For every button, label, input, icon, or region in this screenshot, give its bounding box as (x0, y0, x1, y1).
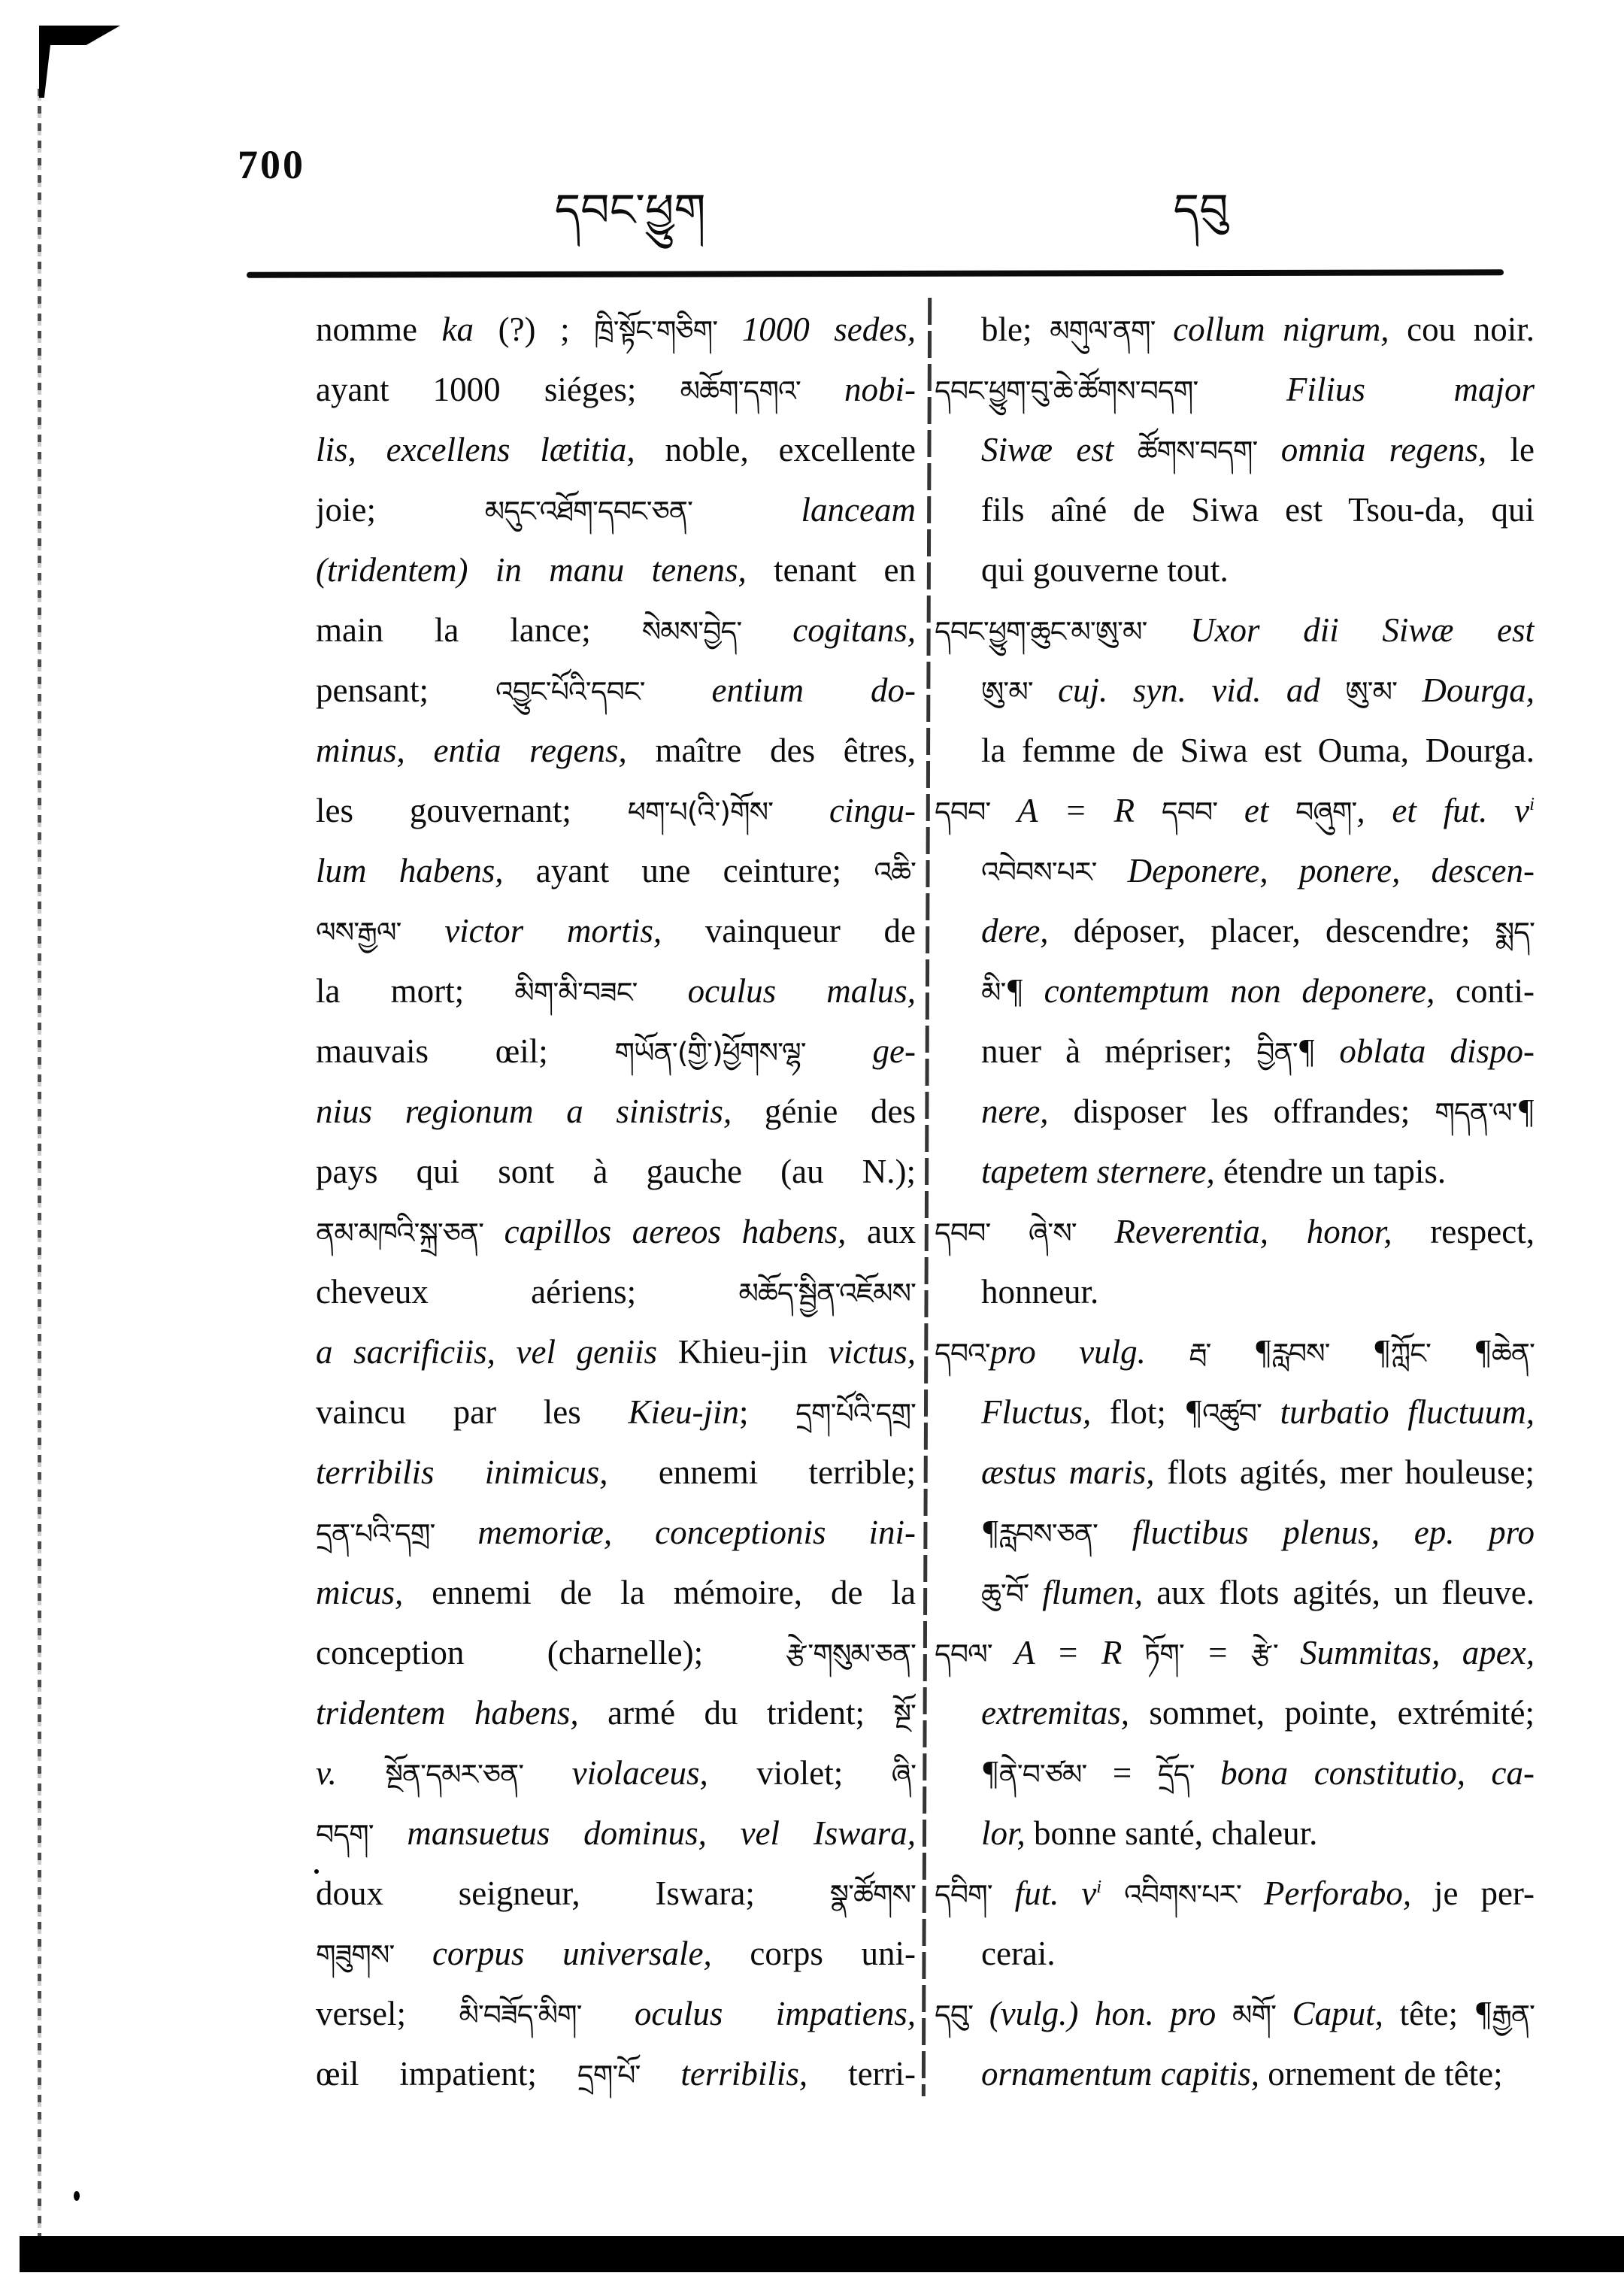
left-column-text-line (316, 1322, 916, 1382)
latin-text: æstus maris, (981, 1453, 1155, 1491)
tibetan-text: དབབ་ (935, 796, 991, 829)
latin-text: lum habens, (316, 852, 504, 889)
latin-text: ornement de tête; (1259, 2055, 1503, 2093)
left-column-text-line (316, 720, 916, 780)
latin-text: ; (738, 1393, 796, 1431)
left-column-text-line (316, 901, 916, 961)
latin-text: ka (441, 311, 474, 348)
latin-text: conception (charnelle); (316, 1634, 786, 1671)
latin-text: cuj. syn. vid. ad (1032, 671, 1346, 709)
tibetan-text: མདུང་འཐོག་དབང་ཅན་ (484, 495, 692, 528)
left-column-text-line (316, 1863, 916, 1923)
latin-text: bona constitutio, ca- (1194, 1754, 1535, 1792)
right-column-text-line (935, 1262, 1535, 1322)
latin-text: joie; (316, 491, 485, 529)
left-text-column (316, 299, 916, 2104)
latin-text: les gouvernant; (316, 792, 628, 829)
left-column-text-line (316, 1562, 916, 1623)
latin-text: aux (846, 1213, 916, 1250)
tibetan-text: ཨུ་མ་ (981, 675, 1033, 708)
latin-text: maître des êtres, (626, 732, 916, 769)
latin-text: le (1486, 431, 1535, 468)
latin-text: (tridentem) in manu tenens, (316, 551, 747, 589)
right-column-text-line (935, 1983, 1535, 2044)
latin-text: aux flots agités, un fleuve. (1142, 1574, 1535, 1611)
tibetan-text: དབང་ཕྱུག་བུ་ཆེ་ཚོགས་བདག་ (935, 374, 1198, 408)
tibetan-text: དྲོད་ (1157, 1758, 1195, 1791)
latin-text: versel; (316, 1995, 459, 2032)
latin-text: vaincu par les (316, 1393, 629, 1431)
right-column-text-line (935, 780, 1535, 841)
tibetan-text: དྲན་པའི་དགྲ་ (316, 1517, 435, 1550)
running-head-tibetan-right: དབུ (1173, 186, 1229, 235)
right-column-text-line (935, 720, 1535, 780)
tibetan-text: འཆི་ (874, 856, 916, 889)
left-column-text-line (316, 1021, 916, 1081)
left-column-text-line (316, 1442, 916, 1502)
left-column-text-line (316, 480, 916, 540)
tibetan-text: གདན་ལ་ (1435, 1096, 1517, 1129)
right-column-text-line (935, 1683, 1535, 1743)
tibetan-text: ཞི་ (891, 1758, 916, 1791)
right-column-text-line (935, 299, 1535, 359)
right-column-text-line (935, 1803, 1535, 1863)
latin-text: tridentem habens, (316, 1694, 579, 1732)
left-column-text-line (316, 1081, 916, 1141)
tibetan-text: བྱིན་ (1256, 1036, 1298, 1069)
tibetan-text: འབྱུང་པོའི་དབང་ (495, 675, 645, 708)
tibetan-text: ཁྲི་སྟོང་གཅིག་ (594, 314, 718, 347)
latin-text: ¶ oblata dispo- (1297, 1032, 1535, 1070)
right-column-text-line (935, 1081, 1535, 1141)
latin-text: nere, (981, 1093, 1049, 1130)
left-column-text-line (316, 540, 916, 600)
latin-text: ¶ (1430, 1333, 1492, 1371)
latin-text: turbatio fluctuum, (1261, 1393, 1535, 1431)
right-column-text-line (935, 1021, 1535, 1081)
tibetan-text: དབང་ཕྱུག་ཆུང་མ་ཨུ་མ་ (935, 615, 1147, 648)
latin-text: (vulg.) hon. pro (973, 1995, 1232, 2032)
latin-text: extremitas, (981, 1694, 1130, 1732)
tibetan-text: མིག་མི་བཟང་ (514, 976, 638, 1009)
left-column-text-line (316, 1803, 916, 1863)
latin-text: omnia regens, (1257, 431, 1487, 468)
latin-text: oculus impatiens, (581, 1995, 916, 2032)
left-column-text-line (316, 2044, 916, 2104)
latin-text: Deponere, ponere, descen- (1096, 852, 1535, 889)
tibetan-text: མི་ (981, 976, 1006, 1009)
latin-text: cheveux aériens; (316, 1273, 739, 1311)
tibetan-text: བདག་ (316, 1818, 374, 1851)
latin-text: honneur. (981, 1273, 1099, 1311)
right-column-text-line (935, 540, 1535, 600)
left-column-text-line (316, 299, 916, 359)
left-column-text-line (316, 1502, 916, 1562)
latin-text: corps uni- (711, 1935, 916, 1972)
right-column-text-line (935, 1442, 1535, 1502)
latin-text: ayant 1000 siéges; (316, 371, 680, 408)
right-column-text-line (935, 1623, 1535, 1683)
right-column-text-line (935, 660, 1535, 720)
right-column-text-line (935, 1863, 1535, 1923)
latin-text: pro vulg. (989, 1333, 1189, 1371)
latin-text: tapetem sternere, (981, 1153, 1215, 1190)
latin-text: bonne santé, chaleur. (1025, 1814, 1318, 1852)
latin-text: lanceam (692, 491, 916, 529)
latin-text: ayant une ceinture; (503, 852, 874, 889)
latin-text: ¶ (1516, 1093, 1535, 1130)
latin-text: pays qui sont à gauche (au N.); (316, 1153, 916, 1190)
latin-text: memoriæ, conceptionis ini- (435, 1514, 916, 1551)
latin-text: la femme de Siwa est Ouma, Dourga. (981, 732, 1535, 769)
left-column-text-line (316, 359, 916, 420)
latin-text: flumen, (1029, 1574, 1143, 1611)
latin-text: ble; (981, 311, 1050, 348)
left-column-text-line (316, 1202, 916, 1262)
latin-text: ¶ contemptum non deponere, (1005, 972, 1435, 1010)
latin-text: fils aîné de Siwa est Tsou-da, qui (981, 491, 1535, 529)
latin-text: cerai. (981, 1935, 1056, 1972)
scan-artifact-left-edge (38, 89, 41, 2244)
tibetan-text: མགུལ་ནག་ (1050, 314, 1156, 347)
latin-text: A = R (990, 792, 1162, 829)
latin-text: respect, (1392, 1213, 1535, 1250)
tibetan-text: ཀློང་ (1390, 1337, 1431, 1370)
latin-text: violaceus, (523, 1754, 708, 1792)
scan-artifact-bottom-bar (20, 2236, 1624, 2272)
tibetan-text: དབིག་ (935, 1878, 992, 1911)
tibetan-text: རླབས་ཅན་ (998, 1517, 1098, 1550)
tibetan-text: གཡོན་(གྱི་)ཕྱོགས་ལྷ་ (614, 1036, 806, 1069)
scan-artifact-ink-dot (314, 1869, 319, 1874)
latin-text: cingu- (773, 792, 916, 829)
latin-text: violet; (707, 1754, 892, 1792)
right-column-text-line (935, 1202, 1535, 1262)
tibetan-text: གཟུགས་ (316, 1938, 395, 1971)
latin-text: victor mortis, (401, 912, 662, 950)
tibetan-text: དབུ་ (935, 1999, 974, 2032)
latin-text: flots agités, mer houleuse; (1154, 1453, 1535, 1491)
latin-text: terri- (807, 2055, 916, 2093)
latin-text: Dourga, (1397, 671, 1535, 709)
tibetan-text: དབབ་ ཞེ་ས་ (935, 1217, 1077, 1250)
right-column-text-line (935, 1141, 1535, 1202)
tibetan-text: རྩེ་ (1250, 1638, 1278, 1671)
tibetan-text: བཞུག་ (1295, 796, 1357, 829)
tibetan-text: སྣ་ཚོགས་ (829, 1878, 916, 1911)
latin-text: Reverentia, honor, (1076, 1213, 1392, 1250)
latin-text: 1000 sedes, (717, 311, 916, 348)
latin-text: conti- (1435, 972, 1535, 1010)
tibetan-text: ནེ་བ་ཙམ་ (998, 1758, 1087, 1791)
latin-text: ennemi de la mémoire, de la (403, 1574, 916, 1611)
tibetan-text: མཆོག་དགའ་ (680, 374, 801, 408)
latin-text: (?) ; (474, 311, 595, 348)
latin-text: flot; (1091, 1393, 1185, 1431)
tibetan-text: ལས་རྒྱལ་ (316, 916, 401, 949)
latin-text: ornamentum capitis, (981, 2055, 1259, 2093)
tibetan-text: ནམ་མཁའི་སྐྲ་ཅན་ (316, 1217, 484, 1250)
right-column-text-line (935, 841, 1535, 901)
tibetan-text: ཨུ་མ་ (1345, 675, 1398, 708)
left-column-text-line (316, 1382, 916, 1442)
right-text-column (935, 299, 1535, 2104)
right-column-text-line (935, 600, 1535, 660)
latin-text: ge- (805, 1032, 916, 1070)
latin-text: a sacrificiis, vel geniis (316, 1333, 678, 1371)
tibetan-text: རྒྱན་ (1492, 1999, 1535, 2032)
latin-text: Siwæ est (981, 431, 1138, 468)
tibetan-text: དབའ་ (935, 1337, 990, 1370)
latin-text: main la lance; (316, 611, 642, 649)
latin-text: entium do- (644, 671, 916, 709)
left-column-text-line (316, 420, 916, 480)
latin-text: oculus malus, (637, 972, 916, 1010)
latin-text: dere, (981, 912, 1049, 950)
latin-text (1101, 1874, 1124, 1912)
latin-text: v. (316, 1754, 386, 1792)
latin-text: ennemi terrible; (607, 1453, 916, 1491)
latin-text: cou noir. (1389, 311, 1535, 348)
latin-text: collum nigrum, (1155, 311, 1389, 348)
tibetan-text: རྩེ་གསུམ་ཅན་ (786, 1638, 916, 1671)
tibetan-text: སེམས་བྱེད་ (641, 615, 742, 648)
latin-text: Perforabo, (1241, 1874, 1412, 1912)
latin-text: disposer les offrandes; (1048, 1093, 1435, 1130)
latin-text: , et fut. v (1356, 792, 1530, 829)
latin-text: ¶ (1184, 1393, 1203, 1431)
page-number: 700 (238, 142, 305, 187)
right-column-text-line (935, 901, 1535, 961)
latin-text: déposer, placer, descendre; (1048, 912, 1495, 950)
latin-text: terribilis, (640, 2055, 808, 2093)
left-column-text-line (316, 961, 916, 1021)
latin-text: Fluctus, (981, 1393, 1092, 1431)
latin-text: je per- (1411, 1874, 1535, 1912)
latin-text: mauvais œil; (316, 1032, 615, 1070)
right-column-text-line (935, 1923, 1535, 1983)
tibetan-text: ཆེན་ (1491, 1337, 1535, 1370)
left-column-text-line (316, 1262, 916, 1322)
right-column-text-line (935, 2044, 1535, 2104)
tibetan-text: དྲག་པོའི་དགྲ་ (795, 1397, 916, 1430)
latin-text: nomme (316, 311, 442, 348)
latin-text: sommet, pointe, extrémité; (1129, 1694, 1535, 1732)
latin-text: pensant; (316, 671, 495, 709)
latin-text: victus, (828, 1333, 916, 1371)
left-column-text-line (316, 1983, 916, 2044)
latin-text: vainqueur de (662, 912, 916, 950)
latin-text: Filius major (1198, 371, 1535, 408)
tibetan-text: དབབ་ (1161, 796, 1218, 829)
latin-text: i (1096, 1877, 1102, 1897)
latin-text: lor, (981, 1814, 1026, 1852)
latin-text: Khieu-jin (677, 1333, 829, 1371)
latin-text: nuer à mépriser; (981, 1032, 1257, 1070)
left-column-text-line (316, 841, 916, 901)
latin-text: fluctibus plenus, ep. pro (1097, 1514, 1535, 1551)
tibetan-text: དབལ་ (935, 1638, 992, 1671)
latin-text: tenant en (746, 551, 916, 589)
tibetan-text: ཚོགས་བདག་ (1137, 435, 1258, 468)
running-head-tibetan-left: དབང་ཕྱུག (554, 186, 706, 235)
latin-text: tête; (1383, 1995, 1474, 2032)
left-column-text-line (316, 1923, 916, 1983)
scan-artifact-corner-drop (39, 26, 53, 98)
tibetan-text: འབིགས་པར་ (1124, 1878, 1241, 1911)
right-column-text-line (935, 480, 1535, 540)
header-rule (247, 269, 1504, 278)
latin-text: doux seigneur, Iswara; (316, 1874, 830, 1912)
tibetan-text: རྦ་ (1189, 1337, 1211, 1370)
tibetan-text: ཏོག་ (1144, 1638, 1184, 1671)
tibetan-text: མཆོད་སྦྱིན་འཇོམས་ (738, 1277, 916, 1310)
right-column-text-line (935, 1322, 1535, 1382)
latin-text: nobi- (800, 371, 916, 408)
left-column-text-line (316, 1141, 916, 1202)
latin-text: ¶ (1329, 1333, 1391, 1371)
latin-text: lis, excellens lætitia, (316, 431, 635, 468)
right-column-text-line (935, 1502, 1535, 1562)
latin-text: armé du trident; (578, 1694, 894, 1732)
tibetan-text: རླབས་ (1271, 1337, 1330, 1370)
tibetan-text: མགོ་ (1232, 1999, 1277, 2032)
column-divider-rule (922, 298, 932, 2096)
latin-text: = (1183, 1634, 1251, 1671)
latin-text: cogitans, (741, 611, 916, 649)
tibetan-text: ཕག་པ(འི་)གོས་ (627, 796, 774, 829)
scan-artifact-ink-dot (74, 2191, 80, 2201)
tibetan-text: འབེབས་པར་ (981, 856, 1097, 889)
latin-text: la mort; (316, 972, 515, 1010)
latin-text: ¶ (981, 1754, 999, 1792)
latin-text: Caput, (1276, 1995, 1383, 2032)
latin-text: Kieu-jin (628, 1393, 739, 1431)
latin-text: micus, (316, 1574, 404, 1611)
latin-text: terribilis inimicus, (316, 1453, 608, 1491)
left-column-text-line (316, 660, 916, 720)
tibetan-text: སྔོ་ (893, 1698, 916, 1731)
right-column-text-line (935, 1562, 1535, 1623)
latin-text: qui gouverne tout. (981, 551, 1229, 589)
tibetan-text: དྲག་པོ་ (577, 2059, 641, 2092)
latin-text: minus, entia regens, (316, 732, 627, 769)
latin-text: et (1217, 792, 1296, 829)
tibetan-text: སྨད་ (1495, 916, 1535, 949)
right-column-text-line (935, 1743, 1535, 1803)
latin-text: étendre un tapis. (1214, 1153, 1447, 1190)
latin-text: Summitas, apex, (1277, 1634, 1535, 1671)
left-column-text-line (316, 1683, 916, 1743)
latin-text: A = R (992, 1634, 1144, 1671)
left-column-text-line (316, 780, 916, 841)
right-column-text-line (935, 1382, 1535, 1442)
latin-text: ¶ (1210, 1333, 1272, 1371)
tibetan-text: སྔོན་དམར་ཅན་ (385, 1758, 524, 1791)
latin-text: œil impatient; (316, 2055, 577, 2093)
latin-text: ¶ (1474, 1995, 1492, 2032)
latin-text: nius regionum a sinistris, (316, 1093, 732, 1130)
latin-text: i (1529, 794, 1535, 814)
left-column-text-line (316, 1743, 916, 1803)
right-column-text-line (935, 420, 1535, 480)
latin-text: mansuetus dominus, vel Iswara, (373, 1814, 916, 1852)
tibetan-text: ཆུ་བོ་ (981, 1577, 1029, 1611)
latin-text: corpus universale, (394, 1935, 712, 1972)
latin-text: fut. v (992, 1874, 1097, 1912)
right-column-text-line (935, 359, 1535, 420)
latin-text: = (1086, 1754, 1158, 1792)
tibetan-text: འཚུབ་ (1202, 1397, 1262, 1430)
latin-text: ¶ (981, 1514, 999, 1551)
latin-text: noble, excellente (635, 431, 916, 468)
left-column-text-line (316, 600, 916, 660)
latin-text: capillos aereos habens, (483, 1213, 847, 1250)
latin-text: génie des (732, 1093, 916, 1130)
right-column-text-line (935, 961, 1535, 1021)
latin-text: Uxor dii Siwæ est (1147, 611, 1535, 649)
left-column-text-line (316, 1623, 916, 1683)
tibetan-text: མི་བཟོད་མིག་ (459, 1999, 582, 2032)
